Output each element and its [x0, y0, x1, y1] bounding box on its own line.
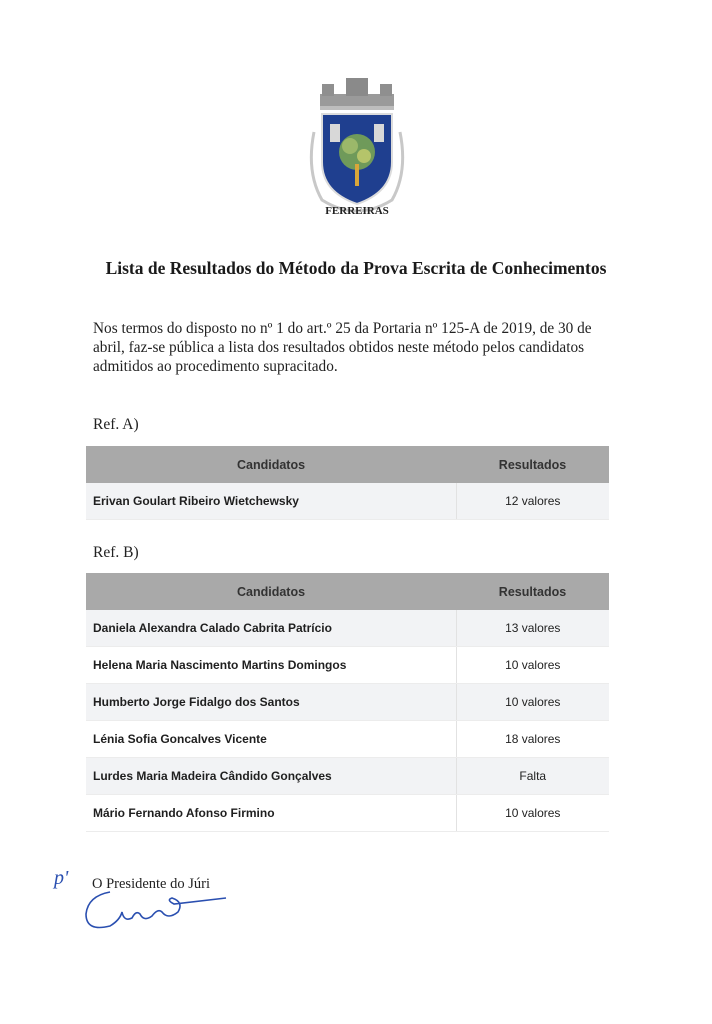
ferreiras-coat-of-arms-icon: [292, 72, 422, 222]
ref-b-label: Ref. B): [93, 544, 139, 561]
candidate-result: 13 valores: [456, 610, 609, 647]
candidate-result: 10 valores: [456, 684, 609, 721]
ref-a-label: Ref. A): [93, 416, 139, 433]
table-row: [86, 795, 609, 832]
table-row: [86, 721, 609, 758]
candidate-name: Mário Fernando Afonso Firmino: [86, 795, 456, 832]
ref-a-table: [86, 446, 609, 520]
page-title: Lista de Resultados do Método da Prova Escrita de Conhecimentos: [105, 258, 607, 278]
candidate-result: 10 valores: [456, 647, 609, 684]
ref-b-table: [86, 573, 609, 832]
column-header-candidatos: Candidatos: [86, 446, 456, 483]
table-row: [86, 758, 609, 795]
signature-label: O Presidente do Júri: [92, 876, 210, 892]
column-header-candidatos: Candidatos: [86, 573, 456, 610]
handwritten-signature-icon: [50, 862, 240, 942]
candidate-name: Erivan Goulart Ribeiro Wietchewsky: [86, 483, 456, 520]
candidate-name: Lurdes Maria Madeira Cândido Gonçalves: [86, 758, 456, 795]
intro-paragraph: Nos termos do disposto no nº 1 do art.º 25 da Portaria nº 125-A de 2019, de 30 de abril, faz-se pública a lista dos resultados obtidos neste método pelos candidatos admitidos ao procedimento supracitado.: [93, 320, 592, 375]
candidate-result: 18 valores: [456, 721, 609, 758]
candidate-result: 12 valores: [456, 483, 609, 520]
column-header-resultados: Resultados: [456, 573, 609, 610]
candidate-name: Helena Maria Nascimento Martins Domingos: [86, 647, 456, 684]
candidate-name: Lénia Sofia Goncalves Vicente: [86, 721, 456, 758]
table-row: [86, 647, 609, 684]
table-row: [86, 610, 609, 647]
table-row: [86, 483, 609, 520]
table-row: [86, 684, 609, 721]
candidate-name: Humberto Jorge Fidalgo dos Santos: [86, 684, 456, 721]
candidate-name: Daniela Alexandra Calado Cabrita Patrício: [86, 610, 456, 647]
signature-annotation: p': [54, 867, 69, 889]
column-header-resultados: Resultados: [456, 446, 609, 483]
svg-text:FERREIRAS: FERREIRAS: [325, 205, 389, 217]
candidate-result: 10 valores: [456, 795, 609, 832]
candidate-result: Falta: [456, 758, 609, 795]
